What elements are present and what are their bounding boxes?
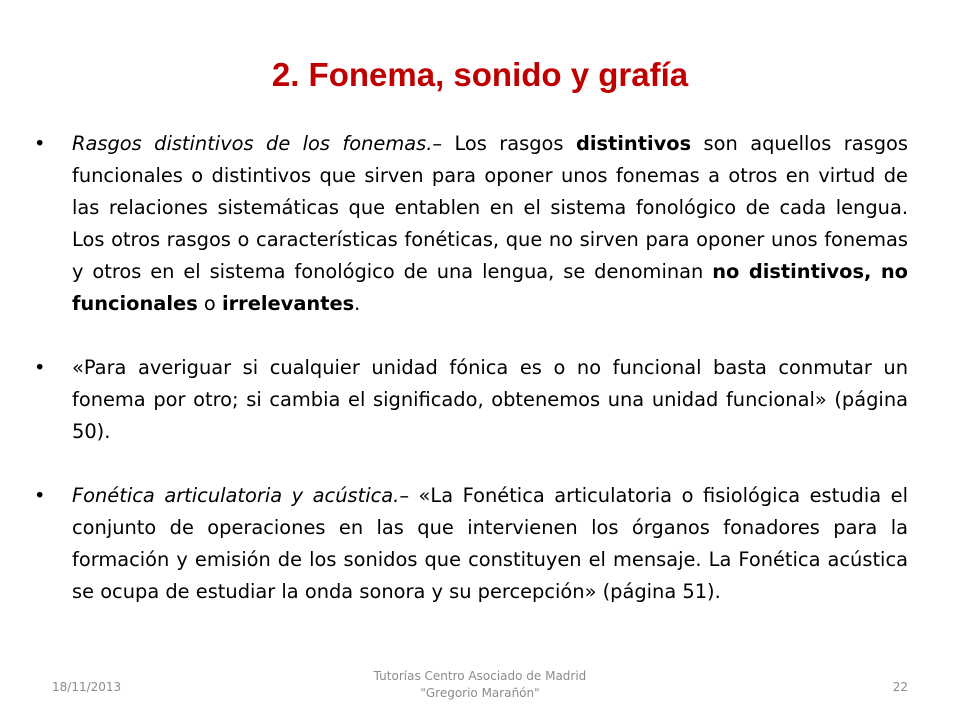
bullet-text: – Los rasgos xyxy=(432,132,576,155)
bullet-text: son aquellos rasgos funcionales o distintivos que sirven para oponer unos fonemas a otros en virtud de las relaciones sistemáticas que entablen en el sistema fonológico de cada lengua. Los otros rasgos o características fonéticas, que no sirven para oponer unos fonemas y otros en el sistema fonológico de una lengua, se denominan xyxy=(72,132,908,283)
slide-title: 2. Fonema, sonido y grafía xyxy=(271,56,689,93)
bullet-text: «Para averiguar si cualquier unidad fónica es o no funcional basta conmutar un fonema por otro; si cambia el significado, obtenemos una unidad funcional» (página 50). xyxy=(72,356,908,443)
bold-irrelevantes: irrelevantes xyxy=(221,292,355,315)
page-number: 22 xyxy=(892,680,908,694)
term-rasgos-distintivos: Rasgos distintivos de los fonemas. xyxy=(72,132,433,155)
footer-center-line2: "Gregorio Marañón" xyxy=(420,686,540,700)
footer-center-line1: Tutorías Centro Asociado de Madrid xyxy=(373,669,587,683)
bold-no-distintivos: no distintivos, no funcionales xyxy=(72,260,908,315)
term-fonetica: Fonética articulatoria y acústica. xyxy=(72,484,400,507)
bullet-rasgos-distintivos xyxy=(72,128,908,320)
bullet-text: o xyxy=(197,292,222,315)
footer-center xyxy=(330,668,630,702)
footer-date: 18/11/2013 xyxy=(52,680,122,694)
bullet-text: . xyxy=(354,292,361,315)
bold-distintivos: distintivos xyxy=(575,132,692,155)
bullet-conmutar xyxy=(72,352,908,448)
bullet-text: – «La Fonética articulatoria o fisiológica estudia el conjunto de operaciones en las que intervienen los órganos fonadores para la formación y emisión de los sonidos que constituyen el mensaje. La Fonética acústica se ocupa de estudiar la onda sonora y su percepción» (página 51). xyxy=(72,484,908,603)
bullet-fonetica xyxy=(72,480,908,608)
slide-content xyxy=(72,128,908,640)
